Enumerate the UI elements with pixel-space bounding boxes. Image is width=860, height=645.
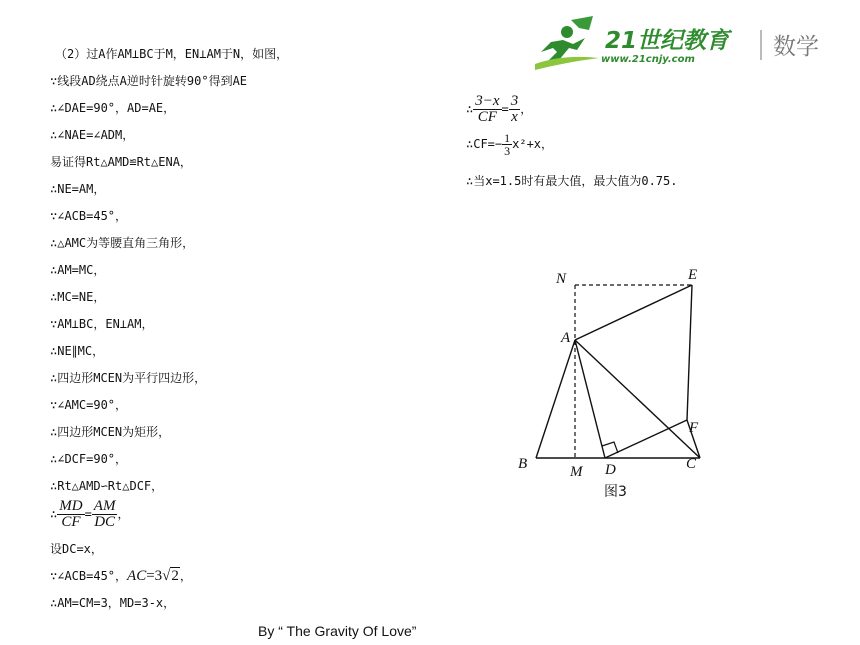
solution-line: 易证得Rt△AMD≌Rt△ENA， [50, 155, 192, 169]
fraction-denominator: CF [477, 109, 497, 125]
segment-ef [687, 285, 692, 420]
fraction-numerator: MD [59, 498, 83, 514]
solution-line: 设DC=x， [50, 542, 103, 556]
fraction-denominator: CF [61, 514, 81, 530]
solution-line: ∴NE∥MC， [50, 344, 105, 358]
solution-line: ∴AM=CM=3，MD=3-x， [50, 596, 176, 610]
fraction-numerator: AM [93, 498, 116, 514]
segment-ad [575, 340, 605, 458]
brand-name: 21世纪教育 [605, 28, 730, 54]
runner-logo-icon [533, 14, 603, 74]
solution-line: ∵线段AD绕点A逆时针旋转90°得到AE [50, 74, 248, 88]
fraction-numerator: 1 [504, 131, 511, 145]
solution-line: ∵AM⊥BC，EN⊥AM， [50, 317, 154, 331]
fraction-3mx-cf [473, 94, 501, 125]
segment-ac [575, 340, 700, 458]
solution-line: ∴△AMC为等腰直角三角形， [50, 236, 195, 250]
line-rest: x²+x， [512, 137, 554, 151]
point-label-c: C [686, 456, 697, 472]
solution-line: ∵∠AMC=90°， [50, 398, 128, 412]
solution-line: ∵∠ACB=45°， [50, 209, 128, 223]
cf-expression-line [466, 132, 553, 157]
solution-line: （2）过A作AM⊥BC于M，EN⊥AM于N，如图， [55, 47, 289, 61]
ac-coefficient: =3 [146, 568, 163, 584]
geometry-figure [500, 255, 730, 505]
fraction-denominator: 3 [504, 144, 511, 158]
point-label-e: E [688, 267, 698, 283]
footer-credit: By “ The Gravity Of Love” [258, 623, 417, 639]
ratio-line [466, 94, 532, 125]
fraction-denominator: DC [94, 514, 116, 530]
line-suffix: ， [179, 569, 192, 583]
brand-logo [533, 14, 843, 74]
point-label-d: D [605, 462, 616, 478]
fraction-numerator: 3−x [475, 93, 500, 109]
fraction-3-x [509, 94, 521, 125]
point-label-a: A [561, 330, 571, 346]
solution-line: ∴MC=NE， [50, 290, 106, 304]
line-prefix: ∵∠ACB=45°， [50, 569, 128, 583]
ac-value: =3√2 [146, 568, 179, 584]
proportion-line [50, 499, 129, 530]
segment-ab [536, 340, 575, 458]
prefix-symbol: ∴ [466, 102, 474, 116]
max-value-line: ∴当x=1.5时有最大值，最大值为0.75. [466, 174, 678, 188]
equals-sign: = [84, 507, 92, 521]
line-prefix: ∴CF=− [466, 137, 503, 151]
solution-line: ∴∠NAE=∠ADM， [50, 128, 135, 142]
segment-ae [575, 285, 692, 340]
fraction-one-third [502, 132, 512, 157]
point-label-f: F [689, 420, 699, 436]
fraction-am-dc [92, 499, 118, 530]
solution-line: ∴NE=AM， [50, 182, 106, 196]
right-angle-marker [602, 442, 618, 453]
line-suffix: ， [117, 507, 130, 521]
radicand: 2 [171, 568, 179, 584]
subject-label: 数学 [773, 34, 819, 60]
point-label-b: B [518, 456, 528, 472]
point-label-n: N [556, 271, 567, 287]
figure-caption: 图3 [604, 484, 627, 500]
equals-sign: = [501, 102, 509, 116]
ac-length-line [50, 568, 192, 584]
fraction-md-cf [57, 499, 84, 530]
line-suffix: ， [520, 102, 533, 116]
segment-ac: AC [127, 568, 147, 584]
solution-line: ∴∠DCF=90°， [50, 452, 128, 466]
brand-url: www.21cnjy.com [601, 54, 695, 65]
fraction-denominator: x [511, 109, 518, 125]
point-label-m: M [570, 464, 583, 480]
solution-line: ∴Rt△AMD∽Rt△DCF， [50, 479, 164, 493]
solution-line: ∴∠DAE=90°，AD=AE， [50, 101, 176, 115]
solution-line: ∴四边形MCEN为矩形， [50, 425, 171, 439]
fraction-numerator: 3 [510, 93, 519, 109]
solution-line: ∴四边形MCEN为平行四边形， [50, 371, 207, 385]
logo-divider [760, 30, 762, 60]
solution-line: ∴AM=MC， [50, 263, 106, 277]
prefix-symbol: ∴ [50, 507, 58, 521]
